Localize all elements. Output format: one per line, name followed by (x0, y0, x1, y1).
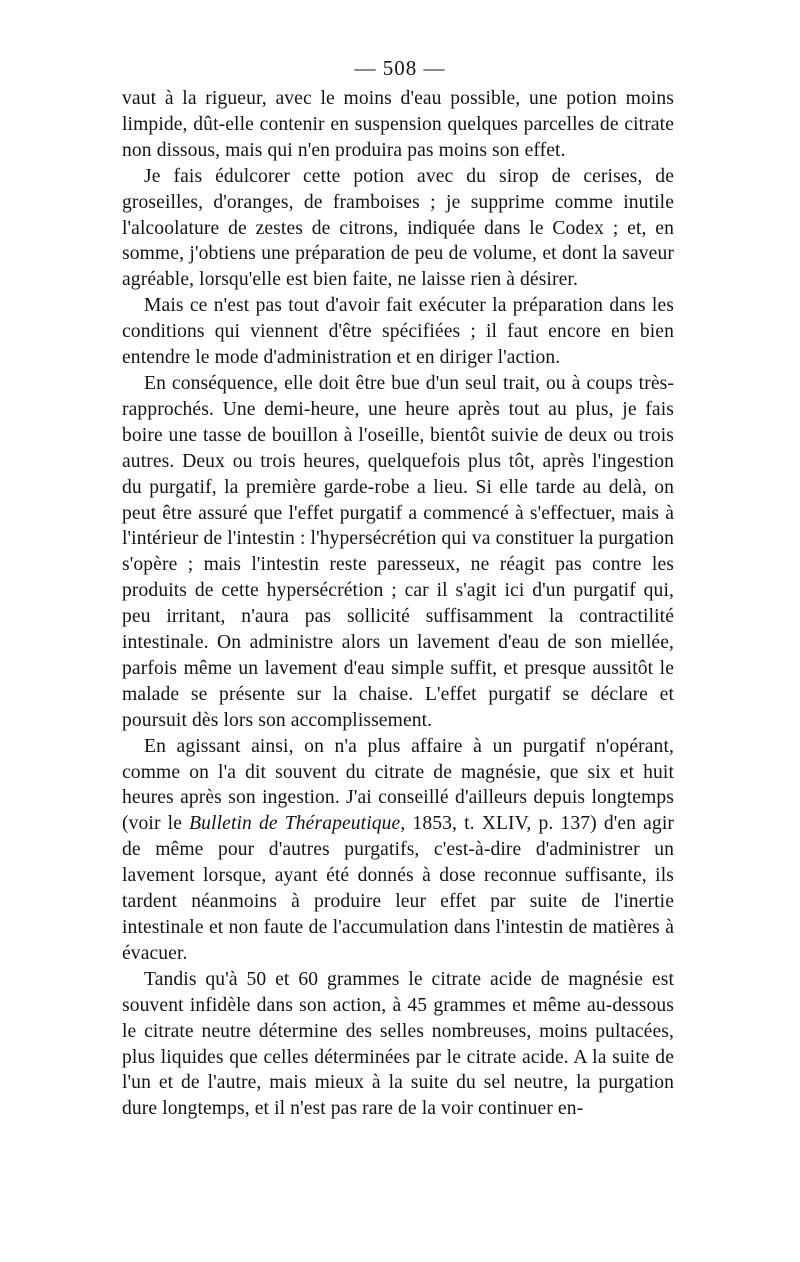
paragraph-consequence: En conséquence, elle doit être bue d'un seul trait, ou à coups très-rapprochés. Une demi-heure, une heure après tout au plus, je fais boire une tasse de bouillon à l'oseille, bientôt suivie de deux ou trois autres. Deux ou trois heures, quelquefois plus tôt, après l'ingestion du purgatif, la première garde-robe a lieu. Si elle tarde au delà, on peut être assuré que l'effet purgatif a commencé à s'effectuer, mais à l'intérieur de l'intestin : l'hypersécrétion qui va constituer la purgation s'opère ; mais l'intestin reste paresseux, ne réagit pas contre les produits de cette hypersécrétion ; car il s'agit ici d'un purgatif qui, peu irritant, n'aura pas sollicité suffisamment la contractilité intestinale. On administre alors un lavement d'eau de son miellée, parfois même un lavement d'eau simple suffit, et presque aussitôt le malade se présente sur la chaise. L'effet purgatif se déclare et poursuit dès lors son accomplissement. (122, 372, 674, 731)
bulletin-title: Bulletin de Thérapeutique (189, 813, 401, 835)
paragraph-administration: Mais ce n'est pas tout d'avoir fait exécuter la préparation dans les conditions qui viennent d'être spécifiées ; il faut encore en bien entendre le mode d'administration et en diriger l'action. (122, 295, 674, 369)
paragraph-comparison: Tandis qu'à 50 et 60 grammes le citrate acide de magnésie est souvent infidèle dans son action, à 45 grammes et même au-dessous le citrate neutre détermine des selles nombreuses, moins pultacées, plus liquides que celles déterminées par le citrate acide. A la suite de l'un et de l'autre, mais mieux à la suite du sel neutre, la purgation dure longtemps, et il n'est pas rare de la voir continuer en- (122, 968, 674, 1120)
paragraph-continuation: vaut à la rigueur, avec le moins d'eau possible, une potion moins limpide, dût-elle contenir en suspension quelques parcelles de citrate non dissous, mais qui n'en produira pas moins son effet. (122, 88, 674, 161)
paragraph-acting-text-start: En agissant ainsi, on n'a plus affaire à un purgatif n'opérant, comme on l'a dit souvent du citrate de magnésie, que six et huit heures après son ingestion. J'ai conseillé d'ailleurs depuis longtemps (voir le (122, 735, 674, 835)
paragraph-acting (122, 734, 674, 967)
page-number: — 508 — (354, 56, 446, 80)
body-text (122, 86, 674, 1122)
paragraph-sweetening: Je fais édulcorer cette potion avec du sirop de cerises, de groseilles, d'oranges, de framboises ; je supprime comme inutile l'alcoolature de zestes de citrons, indiquée dans le Codex ; et, en somme, j'obtiens une préparation de peu de volume, et dont la saveur agréable, lorsqu'elle est bien faite, ne laisse rien à désirer. (122, 165, 674, 291)
paragraph-acting-text-end: , 1853, t. XLIV, p. 137) d'en agir de même pour d'autres purgatifs, c'est-à-dire d'administrer un lavement lorsque, ayant été donnés à dose reconnue suffisante, ils tardent néanmoins à produire leur effet par suite de l'inertie intestinale et non faute de l'accumulation dans l'intestin de matières à évacuer. (122, 813, 674, 964)
